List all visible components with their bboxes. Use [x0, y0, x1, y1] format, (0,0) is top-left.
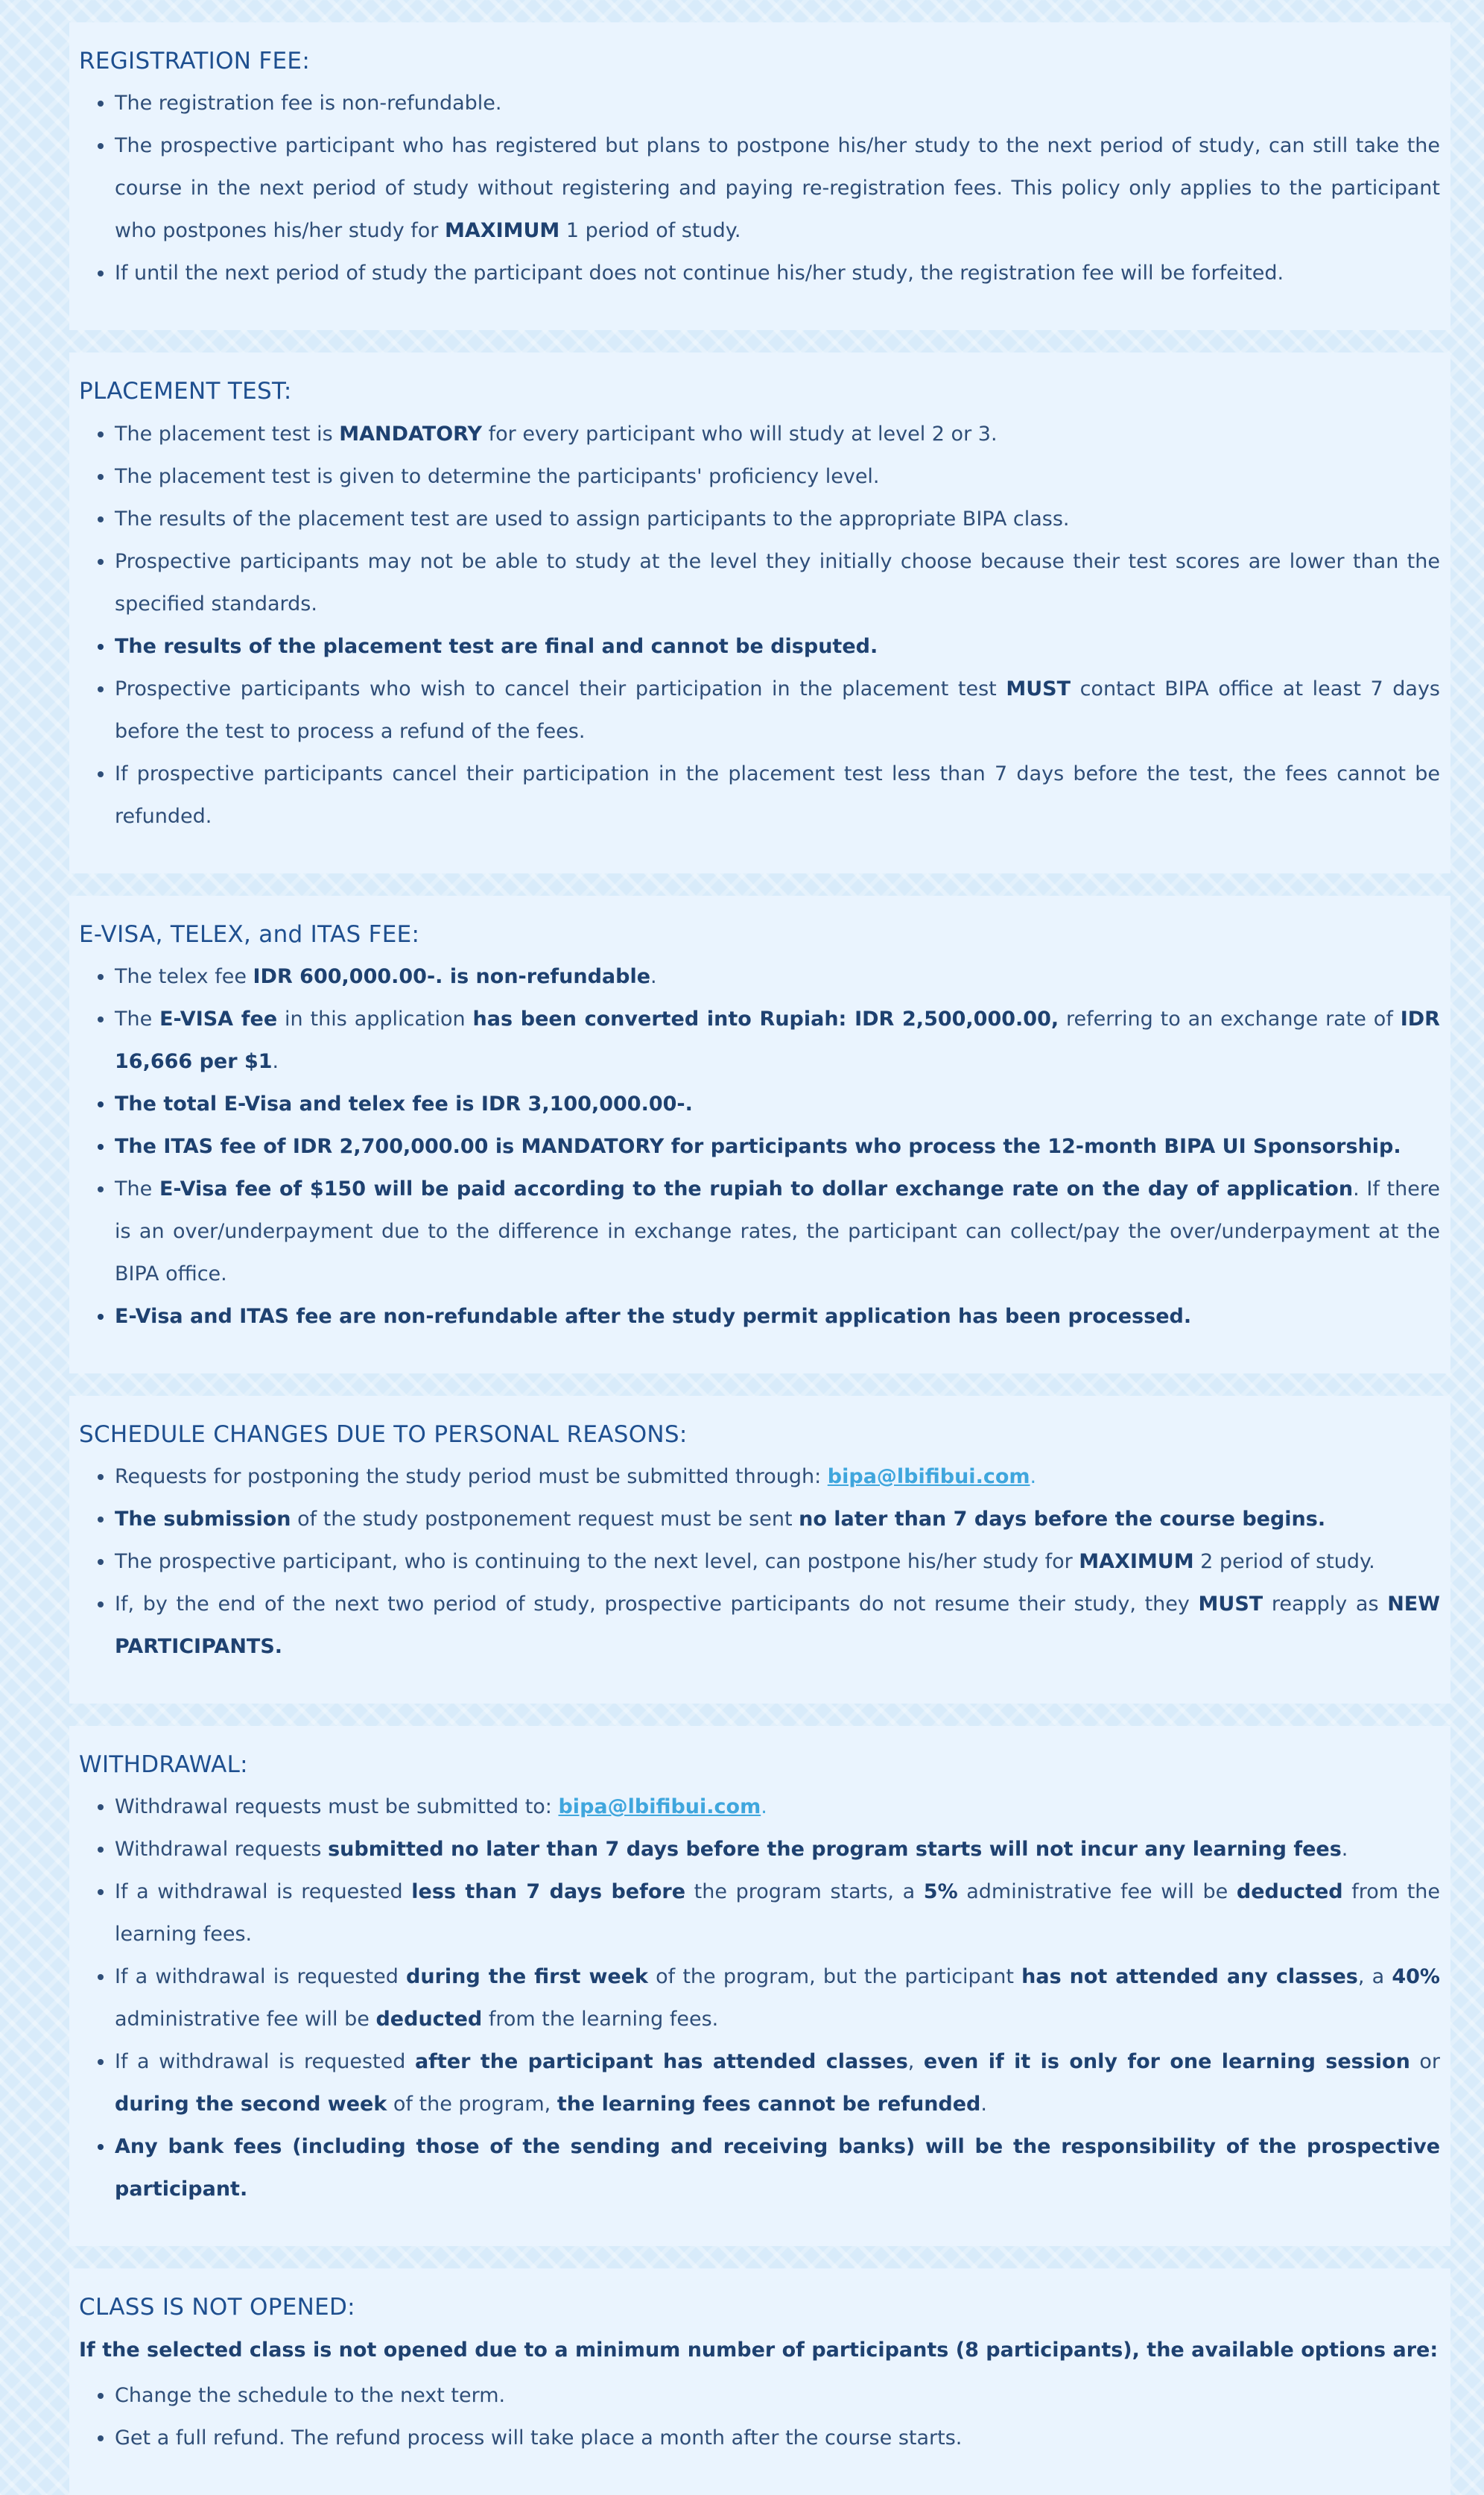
list-item: • Withdrawal requests must be submitted to: bipa@lbifibui.com. — [115, 1786, 1440, 1828]
list-item: • The total E-Visa and telex fee is IDR 3,100,000.00-. — [115, 1083, 1440, 1125]
registration-fee-title: REGISTRATION FEE: — [79, 48, 311, 75]
list-item: • Any bank fees (including those of the sending and receiving banks) will be the responsibility of the prospective participant. — [115, 2125, 1440, 2210]
placement-test-list — [79, 413, 1440, 838]
list-item: • Prospective participants may not be able to study at the level they initially choose because their test scores are lower than the specified standards. — [115, 540, 1440, 625]
email-link[interactable]: bipa@lbifibui.com — [827, 1465, 1030, 1489]
withdrawal-list — [79, 1786, 1440, 2210]
list-item: • Change the schedule to the next term. — [115, 2374, 1440, 2417]
evisa-section — [69, 896, 1450, 1373]
schedule-changes-title: SCHEDULE CHANGES DUE TO PERSONAL REASONS: — [79, 1420, 688, 1448]
list-item: • The placement test is given to determine the participants' proficiency level. — [115, 455, 1440, 498]
schedule-changes-list — [79, 1455, 1440, 1668]
list-item: • The placement test is MANDATORY for every participant who will study at level 2 or 3. — [115, 413, 1440, 455]
list-item: • If a withdrawal is requested less than 7 days before the program starts, a 5% administrative fee will be deducted from the learning fees. — [115, 1871, 1440, 1955]
class-not-opened-lead: If the selected class is not opened due to a minimum number of participants (8 participants), the available options are: — [79, 2338, 1439, 2362]
list-item: • The submission of the study postponement request must be sent no later than 7 days before the course begins. — [115, 1498, 1440, 1540]
list-item: • The results of the placement test are used to assign participants to the appropriate BIPA class. — [115, 498, 1440, 540]
list-item: • If a withdrawal is requested after the participant has attended classes, even if it is only for one learning session or during the second week of the program, the learning fees cannot be refunded. — [115, 2040, 1440, 2125]
evisa-list — [79, 955, 1440, 1338]
list-item: • If until the next period of study the participant does not continue his/her study, the registration fee will be forfeited. — [115, 252, 1440, 294]
withdrawal-section — [69, 1726, 1450, 2246]
list-item: • The registration fee is non-refundable. — [115, 82, 1440, 124]
placement-test-title: PLACEMENT TEST: — [79, 378, 292, 405]
list-item: • The prospective participant who has registered but plans to postpone his/her study to the next period of study, can still take the course in the next period of study without registering and paying re-registration fees. This policy only applies to the participant who postpones his/her study for MAXIMUM 1 period of study. — [115, 124, 1440, 252]
schedule-changes-section — [69, 1396, 1450, 1704]
class-not-opened-title: CLASS IS NOT OPENED: — [79, 2294, 355, 2321]
list-item: • If a withdrawal is requested during the first week of the program, but the participant has not attended any classes, a 40% administrative fee will be deducted from the learning fees. — [115, 1955, 1440, 2040]
list-item: • If prospective participants cancel their participation in the placement test less than 7 days before the test, the fees cannot be refunded. — [115, 753, 1440, 838]
list-item: • The telex fee IDR 600,000.00-. is non-refundable. — [115, 955, 1440, 998]
list-item: • The ITAS fee of IDR 2,700,000.00 is MANDATORY for participants who process the 12-month BIPA UI Sponsorship. — [115, 1125, 1440, 1168]
list-item: • The E-VISA fee in this application has been converted into Rupiah: IDR 2,500,000.00, referring to an exchange rate of IDR 16,666 per $1. — [115, 998, 1440, 1083]
email-link[interactable]: bipa@lbifibui.com — [558, 1795, 761, 1819]
list-item: • The prospective participant, who is continuing to the next level, can postpone his/her study for MAXIMUM 2 period of study. — [115, 1540, 1440, 1583]
class-not-opened-list — [79, 2374, 1440, 2459]
withdrawal-title: WITHDRAWAL: — [79, 1751, 248, 1779]
evisa-title: E-VISA, TELEX, and ITAS FEE: — [79, 920, 420, 948]
list-item: • E-Visa and ITAS fee are non-refundable after the study permit application has been processed. — [115, 1295, 1440, 1338]
class-not-opened-section — [69, 2268, 1450, 2494]
list-item: • Requests for postponing the study period must be submitted through: bipa@lbifibui.com. — [115, 1455, 1440, 1498]
placement-test-section — [69, 352, 1450, 873]
list-item: • The results of the placement test are final and cannot be disputed. — [115, 625, 1440, 668]
list-item: • Withdrawal requests submitted no later than 7 days before the program starts will not incur any learning fees. — [115, 1828, 1440, 1871]
terms-page — [69, 22, 1450, 2495]
list-item: • Prospective participants who wish to cancel their participation in the placement test MUST contact BIPA office at least 7 days before the test to process a refund of the fees. — [115, 668, 1440, 753]
list-item: • Get a full refund. The refund process will take place a month after the course starts. — [115, 2417, 1440, 2459]
list-item: • If, by the end of the next two period of study, prospective participants do not resume their study, they MUST reapply as NEW PARTICIPANTS. — [115, 1583, 1440, 1668]
registration-fee-list — [79, 82, 1440, 294]
list-item: • The E-Visa fee of $150 will be paid according to the rupiah to dollar exchange rate on the day of application. If there is an over/underpayment due to the difference in exchange rates, the participant can collect/pay the over/underpayment at the BIPA office. — [115, 1168, 1440, 1295]
registration-fee-section — [69, 22, 1450, 330]
